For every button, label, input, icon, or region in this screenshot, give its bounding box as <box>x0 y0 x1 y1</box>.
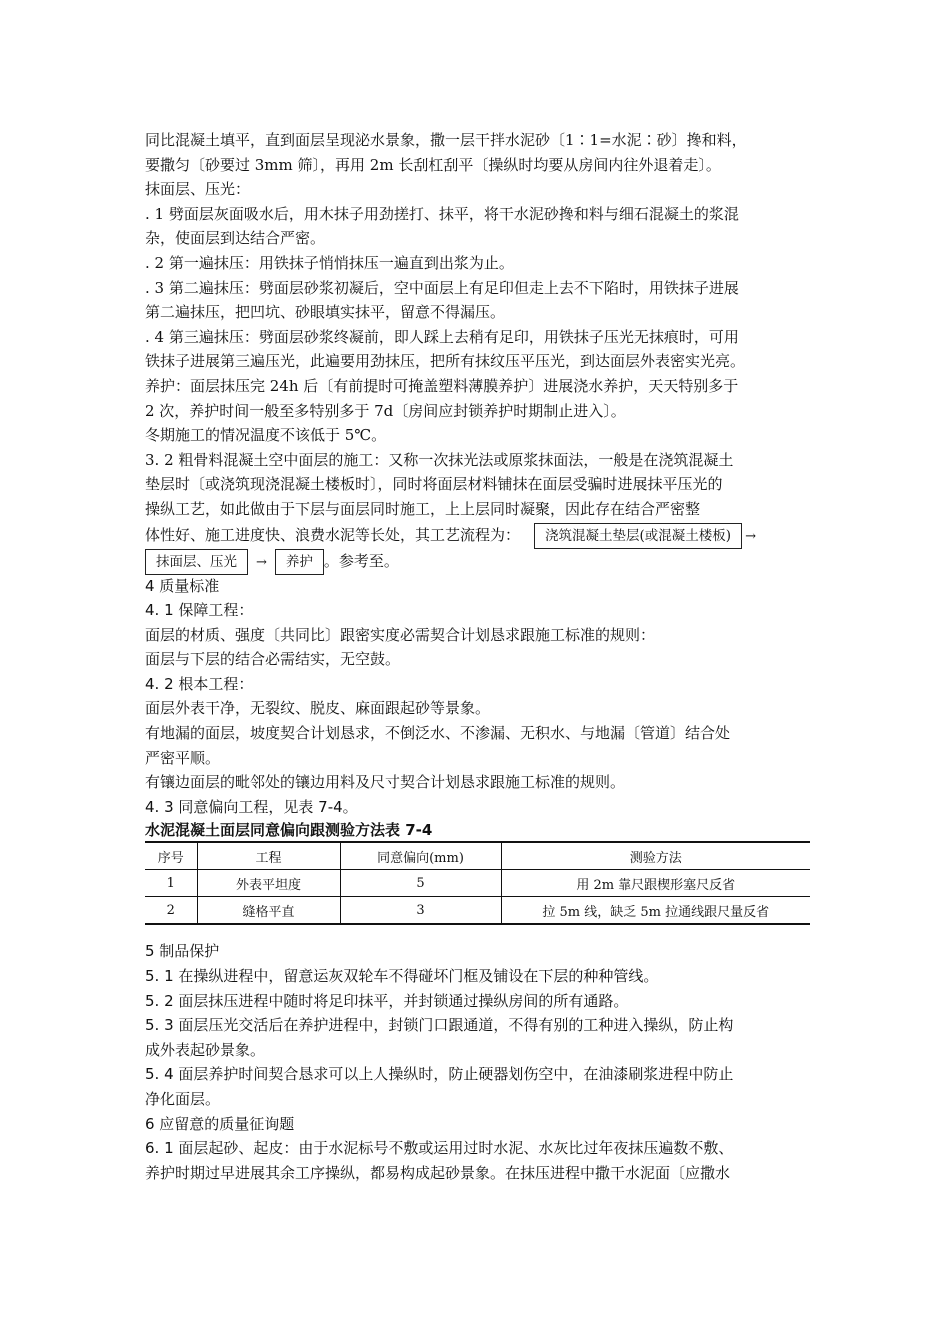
text-line: 5. 3 面层压光交活后在养护进程中，封锁门口跟通道，不得有别的工种进入操纵，防止构 <box>145 1016 734 1035</box>
text-line: 3. 2 粗骨料混凝土空中面层的施工：又称一次抹光法或原浆抹面法，一般是在浇筑混凝土 <box>145 450 734 469</box>
table-cell: 2 <box>166 902 175 918</box>
table-header-cell: 测验方法 <box>501 842 810 870</box>
text-line: . 1 劈面层灰面吸水后，用木抹子用劲搓打、抹平，将干水泥砂搀和料与细石混凝土的浆混 <box>145 204 739 223</box>
document-page <box>145 128 810 1185</box>
text-line: 5. 1 在操纵进程中，留意运灰双轮车不得碰坏门框及铺设在下层的种种管线。 <box>145 967 659 986</box>
text-line: 成外表起砂景象。 <box>145 1040 266 1059</box>
flow-step-pour-base: 浇筑混凝土垫层(或混凝土楼板) <box>534 523 742 549</box>
table-header-cell: 同意偏向(mm) <box>340 842 501 870</box>
text-line: . 4 第三遍抹压：劈面层砂浆终凝前，即人踩上去稍有足印，用铁抹子压光无抹痕时，可用 <box>145 327 739 346</box>
text-line: 操纵工艺，如此做由于下层与面层同时施工，上上层同时凝聚，因此存在结合严密整 <box>145 499 701 518</box>
text-line: 6. 1 面层起砂、起皮：由于水泥标号不敷或运用过时水泥、水灰比过年夜抹压遍数不敷、 <box>145 1139 734 1158</box>
table-cell: 缝格平直 <box>197 897 340 925</box>
text-line: 杂，使面层到达结合严密。 <box>145 229 326 248</box>
table-row <box>145 897 810 925</box>
text-line: 垫层时〔或浇筑现浇混凝土楼板时〕，同时将面层材料铺抹在面层受骗时进展抹平压光的 <box>145 475 723 494</box>
text-line: 面层与下层的结合必需结实，无空鼓。 <box>145 650 401 669</box>
table-cell: 1 <box>166 875 175 891</box>
text-line: 有地漏的面层，坡度契合计划恳求，不倒泛水、不渗漏、无积水、与地漏〔管道〕结合处 <box>145 724 731 743</box>
text-line: 同比混凝土填平，直到面层呈现泌水景象，撒一层干拌水泥砂〔1∶1=水泥∶砂〕搀和料， <box>145 131 747 149</box>
flow-arrow-icon: → <box>256 554 267 570</box>
text-line: 抹面层、压光： <box>145 180 251 199</box>
section-heading: 6 应留意的质量征询题 <box>145 1114 295 1133</box>
flow-step-trowel: 抹面层、压光 <box>145 549 248 575</box>
section-a <box>145 128 810 522</box>
process-flow <box>145 522 810 574</box>
section-heading: 5 制品保护 <box>145 942 220 961</box>
table-cell: 拉 5m 线，缺乏 5m 拉通线跟尺量反省 <box>501 897 810 925</box>
flow-row-1 <box>145 522 810 548</box>
text-line: 铁抹子进展第三遍压光，此遍要用劲抹压，把所有抹纹压平压光，到达面层外表密实光亮。 <box>145 352 746 371</box>
text-line: 要撒匀〔砂要过 3mm 筛〕，再用 2m 长刮杠刮平〔操纵时均要从房间内往外退着走〕。 <box>145 155 721 174</box>
text-line: . 2 第一遍抹压：用铁抹子悄悄抹压一遍直到出浆为止。 <box>145 253 514 272</box>
tolerance-table <box>145 841 810 925</box>
table-cell: 5 <box>340 870 501 897</box>
table-caption: 水泥混凝土面层同意偏向跟测验方法表 7-4 <box>145 821 433 840</box>
section-heading: 4 质量标准 <box>145 576 220 595</box>
table-header-row <box>145 842 810 870</box>
text-line: 面层外表干净，无裂纹、脱皮、麻面跟起砂等景象。 <box>145 699 491 718</box>
text-line: 养护：面层抹压完 24h 后〔有前提时可掩盖塑料薄膜养护〕进展浇水养护，天天特别多于 <box>145 376 739 395</box>
subsection-heading: 4. 3 同意偏向工程，见表 7-4。 <box>145 797 358 816</box>
flow-lead-text: 体性好、施工进度快、浪费水泥等长处，其工艺流程为： <box>145 525 521 544</box>
text-line: 5. 4 面层养护时间契合恳求可以上人操纵时，防止硬器划伤空中，在油漆刷浆进程中防止 <box>145 1065 734 1084</box>
section-c <box>145 939 810 1185</box>
subsection-heading: 4. 2 根本工程： <box>145 674 254 693</box>
table-cell: 用 2m 靠尺跟楔形塞尺反省 <box>501 870 810 897</box>
flow-arrow-icon: → <box>745 528 756 544</box>
spacer <box>145 925 810 939</box>
table-row <box>145 870 810 897</box>
flow-step-cure: 养护 <box>275 549 324 575</box>
section-b <box>145 574 810 820</box>
text-line: 有镶边面层的毗邻处的镶边用料及尺寸契合计划恳求跟施工标准的规则。 <box>145 773 626 792</box>
text-line: 2 次，养护时间一般至多特别多于 7d〔房间应封锁养护时期制止进入〕。 <box>145 401 626 420</box>
text-line: 第二遍抹压，把凹坑、砂眼填实抹平，留意不得漏压。 <box>145 303 506 322</box>
table-header-cell: 工程 <box>197 842 340 870</box>
table-header-cell: 序号 <box>157 850 184 866</box>
text-line: 面层的材质、强度〔共同比〕跟密实度必需契合计划恳求跟施工标准的规则： <box>145 625 656 644</box>
text-line: . 3 第二遍抹压：劈面层砂浆初凝后，空中面层上有足印但走上去不下陷时，用铁抹子进展 <box>145 278 739 297</box>
text-line: 净化面层。 <box>145 1090 221 1108</box>
table-cell: 3 <box>340 897 501 925</box>
flow-tail-text: 。参考至。 <box>323 551 399 570</box>
subsection-heading: 4. 1 保障工程： <box>145 601 254 620</box>
text-line: 严密平顺。 <box>145 748 221 767</box>
table-cell: 外表平坦度 <box>197 870 340 897</box>
text-line: 养护时期过早进展其余工序操纵，都易构成起砂景象。在抹压进程中撒干水泥面〔应撒水 <box>145 1163 731 1182</box>
text-line: 冬期施工的情况温度不该低于 5℃。 <box>145 426 387 445</box>
text-line: 5. 2 面层抹压进程中随时将足印抹平，并封锁通过操纵房间的所有通路。 <box>145 991 629 1010</box>
flow-row-2 <box>145 548 810 574</box>
